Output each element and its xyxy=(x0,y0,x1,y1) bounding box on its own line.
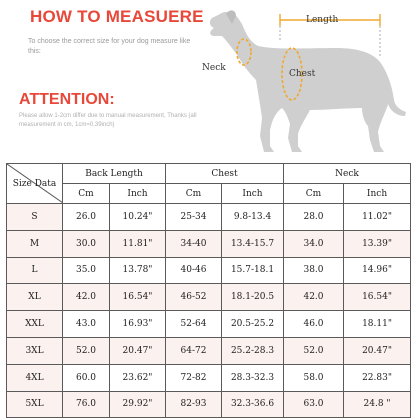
table-row xyxy=(7,391,411,418)
back-length-inch: 16.54" xyxy=(110,284,166,311)
back-length-cm: 52.0 xyxy=(63,337,110,364)
neck-inch: 16.54" xyxy=(344,284,411,311)
dog-measurement-diagram xyxy=(196,0,416,160)
back-length-inch: 23.62" xyxy=(110,364,166,391)
attention-note: Please allow 1-2cm differ due to manual measurement, Thanks (all measurement in cm, 1cm=0.39inch) xyxy=(19,113,197,128)
table-row xyxy=(7,337,411,364)
size-data-header xyxy=(7,164,63,204)
neck-cm: 58.0 xyxy=(284,364,344,391)
chest-inch: 9.8-13.4 xyxy=(222,204,284,231)
unit-header-inch: Inch xyxy=(222,184,284,204)
unit-header-cm: Cm xyxy=(63,184,110,204)
table-row xyxy=(7,311,411,338)
table-row xyxy=(7,364,411,391)
neck-inch: 11.02" xyxy=(344,204,411,231)
neck-cm: 28.0 xyxy=(284,204,344,231)
attention-heading: ATTENTION: xyxy=(19,91,115,108)
chest-inch: 25.2-28.3 xyxy=(222,337,284,364)
group-header-back-length: Back Length xyxy=(63,164,166,184)
guide-title: HOW TO MEASUERE xyxy=(30,7,204,26)
table-row xyxy=(7,257,411,284)
chest-inch: 20.5-25.2 xyxy=(222,311,284,338)
measuring-guide-header xyxy=(0,0,416,160)
chest-inch: 18.1-20.5 xyxy=(222,284,284,311)
chest-cm: 82-93 xyxy=(166,391,222,418)
neck-inch: 13.39" xyxy=(344,230,411,257)
neck-inch: 14.96" xyxy=(344,257,411,284)
neck-inch: 18.11" xyxy=(344,311,411,338)
group-header-chest: Chest xyxy=(166,164,284,184)
neck-inch: 24.8 " xyxy=(344,391,411,418)
unit-header-inch: Inch xyxy=(110,184,166,204)
back-length-cm: 26.0 xyxy=(63,204,110,231)
chest-inch: 13.4-15.7 xyxy=(222,230,284,257)
chest-inch: 32.3-36.6 xyxy=(222,391,284,418)
unit-header-cm: Cm xyxy=(166,184,222,204)
chest-cm: 72-82 xyxy=(166,364,222,391)
size-cell: S xyxy=(7,204,63,231)
neck-cm: 42.0 xyxy=(284,284,344,311)
back-length-inch: 13.78" xyxy=(110,257,166,284)
guide-intro-text: To choose the correct size for your dog measure like this: xyxy=(28,38,191,55)
table-row xyxy=(7,204,411,231)
back-length-inch: 29.92" xyxy=(110,391,166,418)
size-cell: XL xyxy=(7,284,63,311)
chest-cm: 64-72 xyxy=(166,337,222,364)
unit-header-cm: Cm xyxy=(284,184,344,204)
size-cell: XXL xyxy=(7,311,63,338)
size-data-label: Size Data xyxy=(12,178,57,189)
neck-inch: 22.83" xyxy=(344,364,411,391)
neck-cm: 38.0 xyxy=(284,257,344,284)
back-length-inch: 10.24" xyxy=(110,204,166,231)
chest-label: Chest xyxy=(289,69,316,79)
back-length-cm: 30.0 xyxy=(63,230,110,257)
chest-cm: 34-40 xyxy=(166,230,222,257)
size-cell: L xyxy=(7,257,63,284)
back-length-cm: 76.0 xyxy=(63,391,110,418)
back-length-cm: 43.0 xyxy=(63,311,110,338)
size-cell: 4XL xyxy=(7,364,63,391)
back-length-cm: 42.0 xyxy=(63,284,110,311)
neck-inch: 20.47" xyxy=(344,337,411,364)
back-length-cm: 35.0 xyxy=(63,257,110,284)
size-cell: 5XL xyxy=(7,391,63,418)
length-label: Length xyxy=(306,15,339,25)
back-length-cm: 60.0 xyxy=(63,364,110,391)
neck-cm: 34.0 xyxy=(284,230,344,257)
size-cell: 3XL xyxy=(7,337,63,364)
neck-label: Neck xyxy=(202,63,226,73)
chest-cm: 40-46 xyxy=(166,257,222,284)
chest-inch: 28.3-32.3 xyxy=(222,364,284,391)
chest-cm: 25-34 xyxy=(166,204,222,231)
back-length-inch: 11.81" xyxy=(110,230,166,257)
table-row xyxy=(7,284,411,311)
neck-cm: 46.0 xyxy=(284,311,344,338)
neck-cm: 63.0 xyxy=(284,391,344,418)
neck-cm: 52.0 xyxy=(284,337,344,364)
back-length-inch: 20.47" xyxy=(110,337,166,364)
unit-header-inch: Inch xyxy=(344,184,411,204)
group-header-neck: Neck xyxy=(284,164,411,184)
back-length-inch: 16.93" xyxy=(110,311,166,338)
chest-cm: 52-64 xyxy=(166,311,222,338)
size-cell: M xyxy=(7,230,63,257)
chest-cm: 46-52 xyxy=(166,284,222,311)
chest-inch: 15.7-18.1 xyxy=(222,257,284,284)
size-chart-table xyxy=(6,163,411,418)
table-row xyxy=(7,230,411,257)
